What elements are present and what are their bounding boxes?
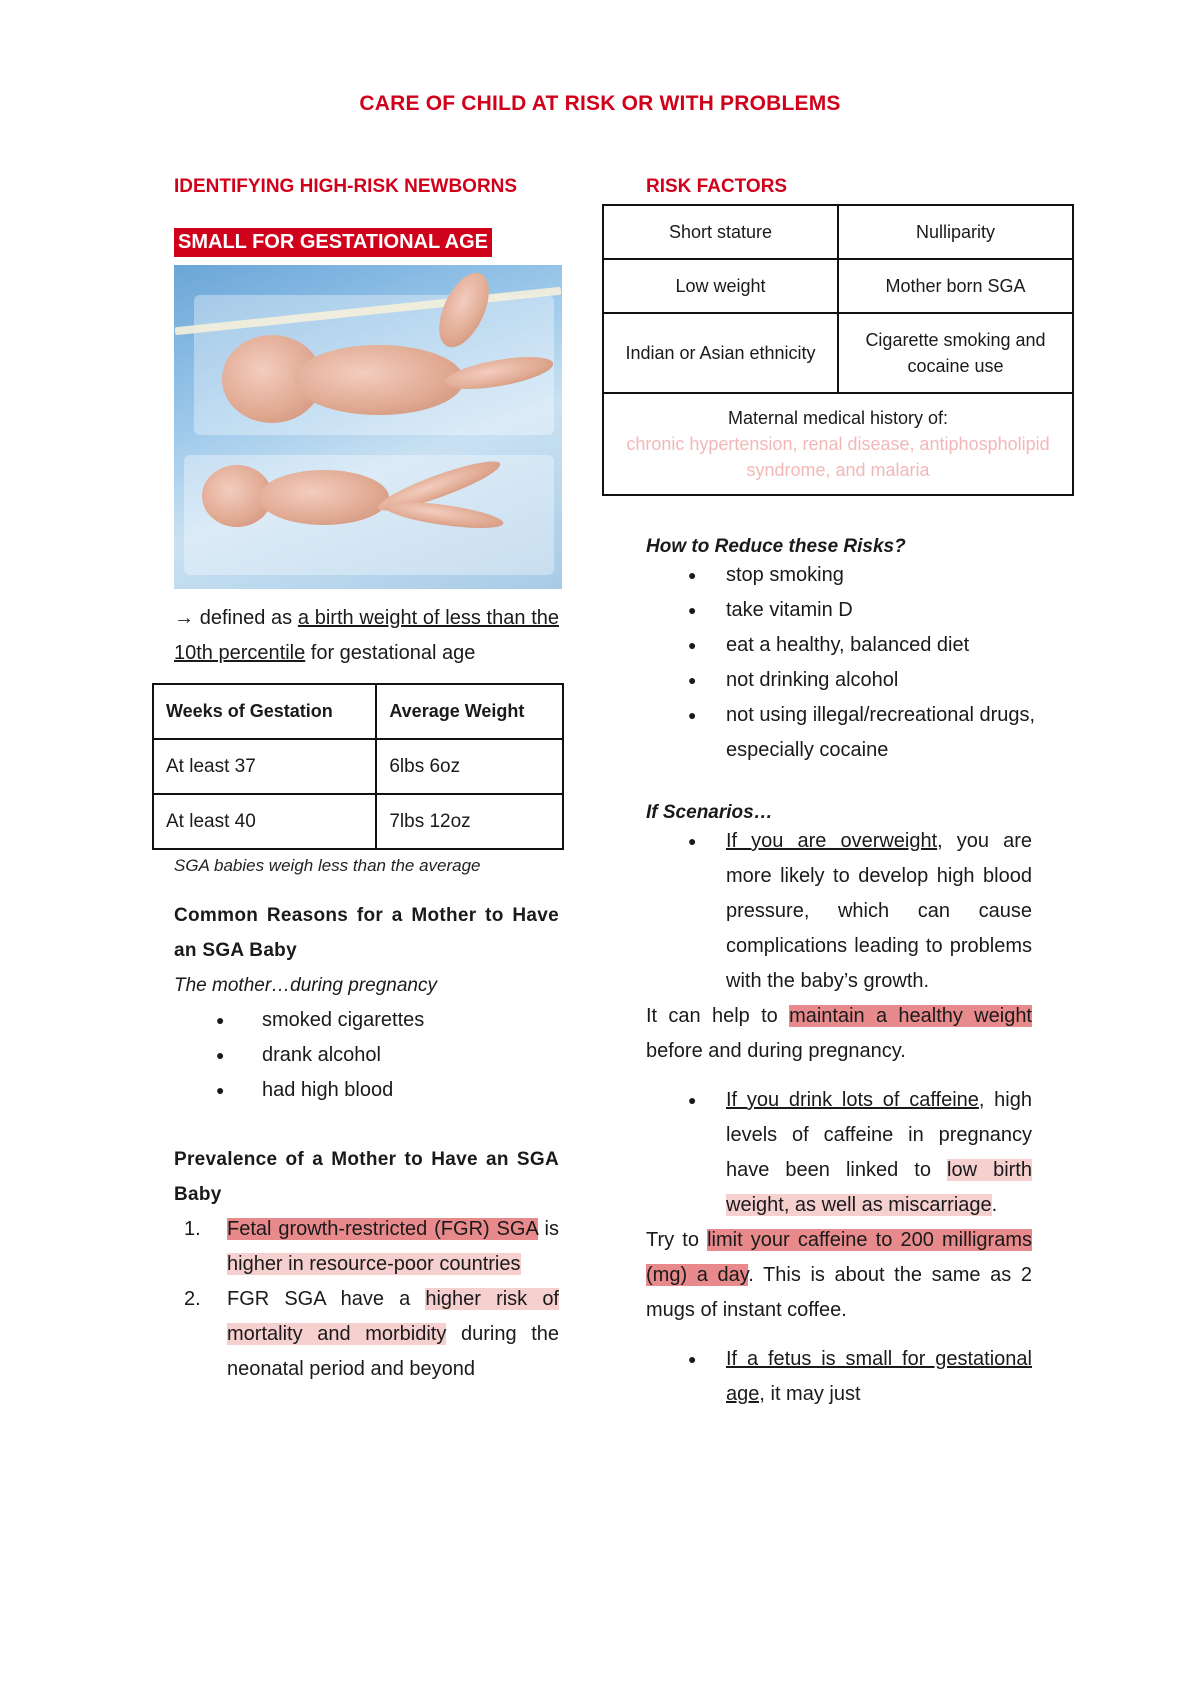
list-item: ● eat a healthy, balanced diet (646, 628, 1072, 663)
list-item: ● drank alcohol (174, 1038, 559, 1073)
table-cell: 7lbs 12oz (376, 794, 563, 849)
list-item: ● If a fetus is small for gestational age, it may just (646, 1342, 1032, 1412)
reasons-subheading: The mother…during pregnancy (174, 975, 437, 996)
list-item: 2. FGR SGA have a higher risk of mortality and morbidity during the neonatal period and beyond (184, 1288, 560, 1380)
newborns-photo (174, 265, 562, 589)
page-title: CARE OF CHILD AT RISK OR WITH PROBLEMS (359, 92, 841, 115)
table-header: Weeks of Gestation (153, 684, 376, 739)
scenario-list-2 (646, 1083, 1032, 1223)
list-item: ● If you are overweight, you are more likely to develop high blood pressure, which can cause complications leading to problems with the baby’s growth. (646, 824, 1032, 999)
reasons-heading: Common Reasons for a Mother to Have an SGA Baby (174, 905, 559, 961)
table-cell: Nulliparity (838, 205, 1073, 259)
help-paragraph: It can help to maintain a healthy weight before and during pregnancy. (646, 1005, 1032, 1062)
risk-factors-table (602, 204, 1074, 496)
right-column (602, 176, 1072, 1412)
reduce-risks-heading: How to Reduce these Risks? (646, 536, 906, 557)
left-column (166, 176, 560, 1387)
reasons-list (174, 1003, 559, 1108)
table-cell: Short stature (603, 205, 838, 259)
table-header: Average Weight (376, 684, 563, 739)
reduce-risks-list (646, 558, 1072, 768)
table-cell: Indian or Asian ethnicity (603, 313, 838, 393)
scenario-list-3 (646, 1342, 1032, 1412)
table-cell: Cigarette smoking and cocaine use (838, 313, 1073, 393)
caffeine-paragraph: Try to limit your caffeine to 200 milligrams (mg) a day. This is about the same as 2 mugs of instant coffee. (646, 1229, 1032, 1321)
scenarios-heading: If Scenarios… (646, 802, 773, 823)
list-item: ● If you drink lots of caffeine, high levels of caffeine in pregnancy have been linked to low birth weight, as well as miscarriage. (646, 1083, 1032, 1223)
section-heading-high-risk: IDENTIFYING HIGH-RISK NEWBORNS (174, 176, 518, 197)
list-item: ● smoked cigarettes (174, 1003, 559, 1038)
table-cell: 6lbs 6oz (376, 739, 563, 794)
sga-definition: → defined as a birth weight of less than the 10th percentile for gestational age (174, 607, 559, 664)
table-cell: At least 40 (153, 794, 376, 849)
table-cell: At least 37 (153, 739, 376, 794)
list-item: 1. Fetal growth-restricted (FGR) SGA is higher in resource-poor countries (184, 1218, 559, 1275)
prevalence-list (174, 1212, 559, 1387)
list-item: ● not using illegal/recreational drugs, especially cocaine (646, 698, 1072, 768)
maternal-history-label: Maternal medical history of: (727, 408, 949, 428)
list-item: ● had high blood (174, 1073, 559, 1108)
table-caption: SGA babies weigh less than the average (174, 856, 481, 875)
gestation-weight-table (152, 683, 564, 850)
prevalence-heading: Prevalence of a Mother to Have an SGA Baby (174, 1149, 559, 1205)
sga-label: SMALL FOR GESTATIONAL AGE (174, 228, 492, 257)
table-cell: Mother born SGA (838, 259, 1073, 313)
list-item: ● stop smoking (646, 558, 1072, 593)
table-cell: Low weight (603, 259, 838, 313)
table-cell-maternal-history (603, 393, 1073, 495)
scenario-list-1 (646, 824, 1032, 999)
list-item: ● take vitamin D (646, 593, 1072, 628)
list-item: ● not drinking alcohol (646, 663, 1072, 698)
section-heading-risk-factors: RISK FACTORS (646, 176, 788, 197)
maternal-history-conditions: chronic hypertension, renal disease, antiphospholipid syndrome, and malaria (626, 434, 1050, 480)
